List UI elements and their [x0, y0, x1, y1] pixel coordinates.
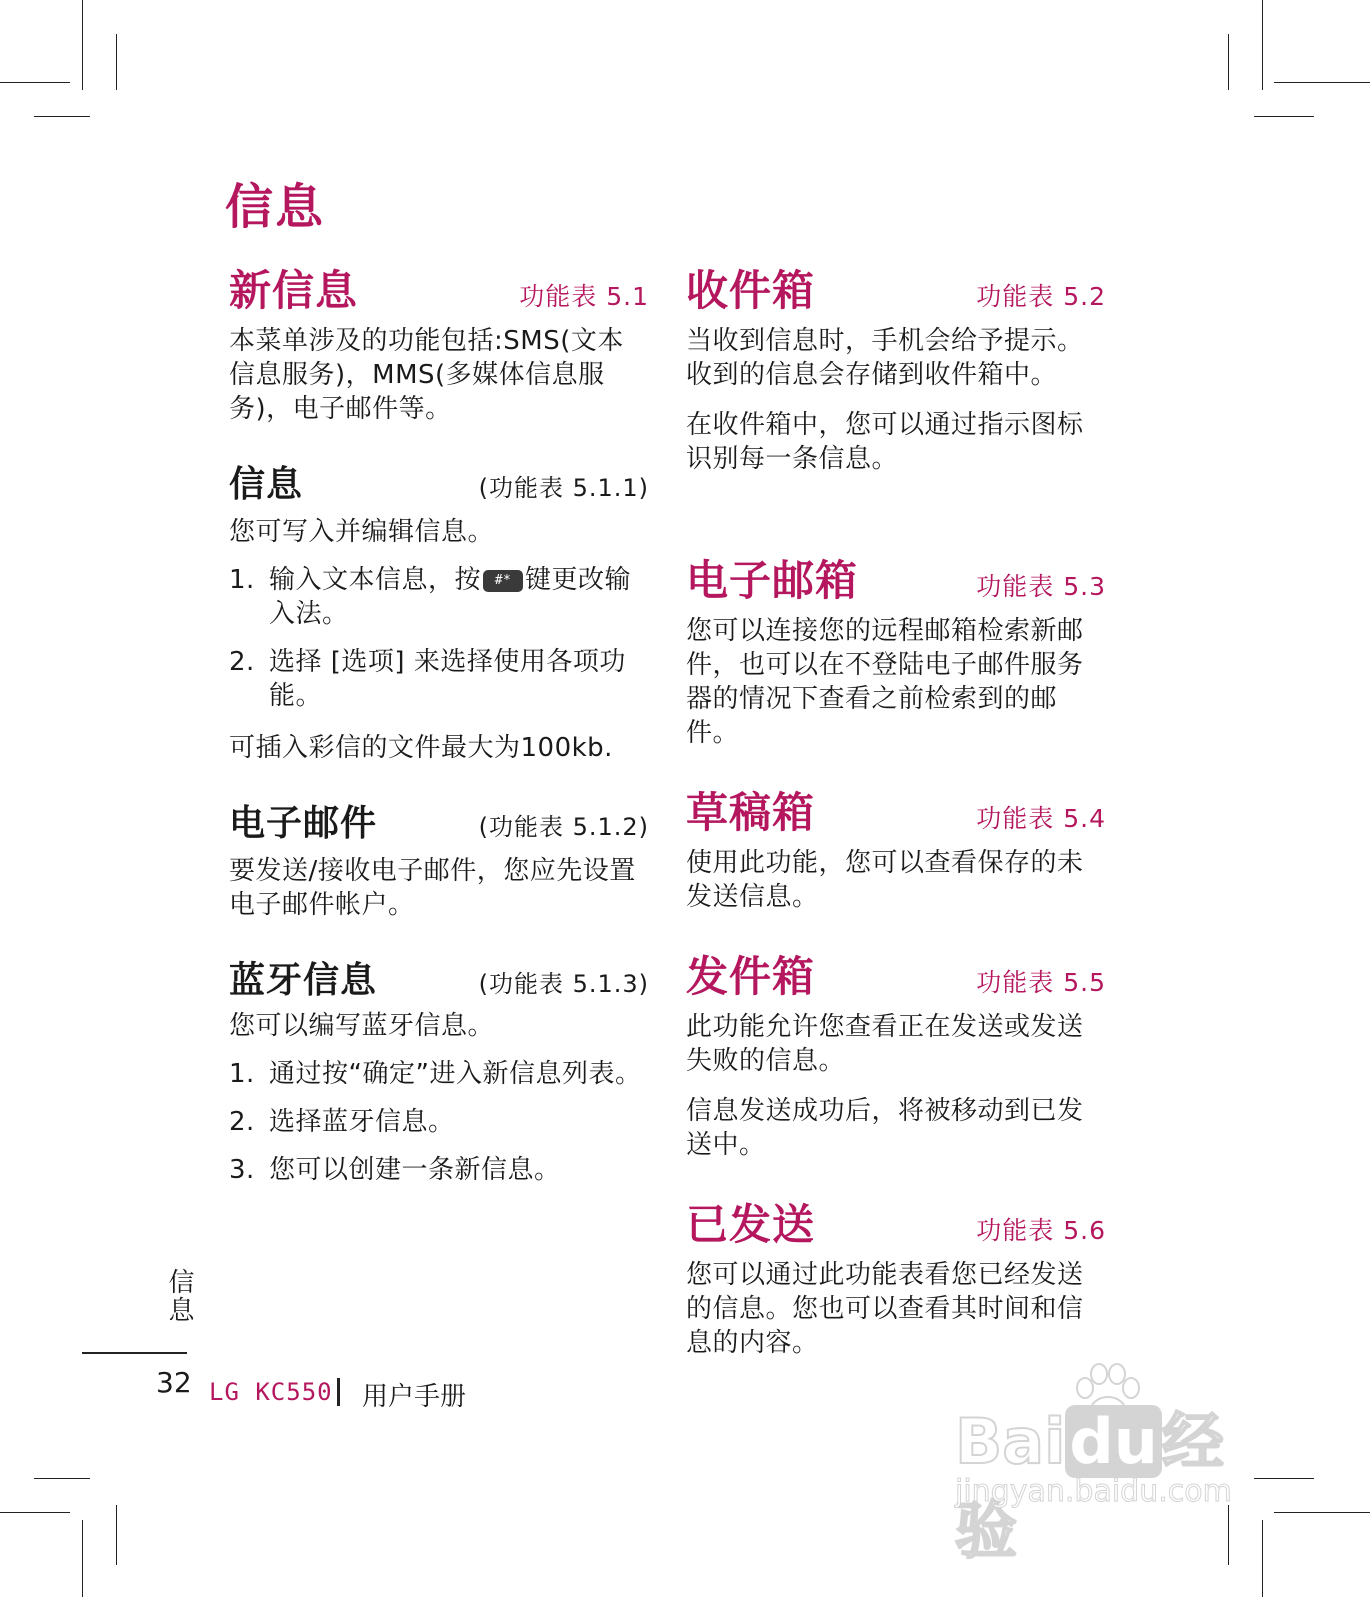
email-title: 电子邮件	[229, 803, 378, 844]
message-size-note: 可插入彩信的文件最大为100kb.	[229, 733, 613, 763]
new-message-body: 本菜单涉及的功能包括:SMS(文本信息服务)，MMS(多媒体信息服务)，电子邮件等。	[229, 326, 624, 424]
mailbox-menu-ref: 功能表 5.3	[976, 572, 1106, 601]
drafts-title: 草稿箱	[686, 788, 816, 837]
list-item	[229, 1153, 649, 1187]
crop-mark	[1254, 116, 1314, 117]
footer-model: LG KC550	[209, 1378, 333, 1406]
crop-mark	[34, 1478, 90, 1479]
watermark-url: jingyan.baidu.com	[955, 1474, 1232, 1509]
new-message-header	[229, 258, 649, 318]
bluetooth-title: 蓝牙信息	[229, 960, 378, 1001]
email-header	[229, 795, 649, 846]
message-menu-ref: (功能表 5.1.1)	[478, 474, 649, 502]
new-message-menu-ref: 功能表 5.1	[519, 282, 649, 311]
step-text: 选择蓝牙信息。	[269, 1107, 455, 1137]
message-header	[229, 456, 649, 507]
bluetooth-steps	[229, 1057, 649, 1187]
inbox-menu-ref: 功能表 5.2	[976, 282, 1106, 311]
outbox-header	[686, 944, 1106, 1004]
list-item	[229, 563, 649, 631]
email-body: 要发送/接收电子邮件，您应先设置电子邮件帐户。	[229, 856, 636, 920]
footer-divider	[82, 1352, 187, 1354]
side-chapter-tab: 信息	[164, 1268, 194, 1324]
footer-manual-label: 用户手册	[362, 1382, 467, 1412]
sent-header	[686, 1192, 1106, 1252]
mailbox-body: 您可以连接您的远程邮箱检索新邮件，也可以在不登陆电子邮件服务器的情况下查看之前检索到的邮件。	[686, 616, 1084, 748]
crop-mark	[82, 1520, 83, 1597]
sent-title: 已发送	[686, 1200, 816, 1249]
list-item	[229, 1105, 649, 1139]
step-number: 2.	[229, 647, 255, 677]
crop-mark	[1228, 34, 1229, 90]
drafts-header	[686, 780, 1106, 840]
mailbox-title: 电子邮箱	[686, 556, 859, 605]
inbox-body-2: 在收件箱中，您可以通过指示图标识别每一条信息。	[686, 410, 1084, 474]
step-text: 您可以创建一条新信息。	[269, 1155, 561, 1185]
sent-menu-ref: 功能表 5.6	[976, 1216, 1106, 1245]
page-title: 信息	[225, 179, 326, 235]
crop-mark	[34, 116, 90, 117]
right-column	[686, 258, 1106, 1360]
step-number: 1.	[229, 1059, 255, 1089]
crop-mark	[1262, 0, 1263, 90]
outbox-body-1: 此功能允许您查看正在发送或发送失败的信息。	[686, 1012, 1084, 1076]
step-text: 选择 [选项] 来选择使用各项功能。	[269, 647, 626, 711]
step-number: 1.	[229, 565, 255, 595]
crop-mark	[0, 82, 70, 83]
crop-mark	[1274, 82, 1370, 83]
page-number: 32	[156, 1366, 192, 1399]
inbox-body-1: 当收到信息时，手机会给予提示。收到的信息会存储到收件箱中。	[686, 326, 1084, 390]
outbox-menu-ref: 功能表 5.5	[976, 968, 1106, 997]
hash-star-key-icon: #*	[483, 570, 523, 592]
inbox-header	[686, 258, 1106, 318]
crop-mark	[116, 1505, 117, 1565]
email-menu-ref: (功能表 5.1.2)	[478, 813, 649, 841]
drafts-menu-ref: 功能表 5.4	[976, 804, 1106, 833]
message-title: 信息	[229, 464, 304, 505]
message-steps	[229, 563, 649, 713]
step-text: 通过按“确定”进入新信息列表。	[269, 1059, 642, 1089]
bluetooth-header	[229, 952, 649, 1003]
drafts-body: 使用此功能，您可以查看保存的未发送信息。	[686, 848, 1084, 912]
inbox-title: 收件箱	[686, 266, 816, 315]
step-text: 输入文本信息，按 #* 键更改输入法。	[269, 565, 632, 629]
outbox-title: 发件箱	[686, 952, 816, 1001]
crop-mark	[0, 1512, 70, 1513]
list-item	[229, 645, 649, 713]
bluetooth-intro: 您可以编写蓝牙信息。	[229, 1011, 495, 1041]
baidu-jingyan-watermark	[955, 1362, 1265, 1567]
message-intro: 您可写入并编辑信息。	[229, 517, 495, 547]
new-message-title: 新信息	[229, 266, 359, 315]
crop-mark	[82, 0, 83, 90]
crop-mark	[116, 34, 117, 90]
outbox-body-2: 信息发送成功后，将被移动到已发送中。	[686, 1096, 1084, 1160]
step-number: 2.	[229, 1107, 255, 1137]
step-number: 3.	[229, 1155, 255, 1185]
bluetooth-menu-ref: (功能表 5.1.3)	[478, 970, 649, 998]
mailbox-header	[686, 548, 1106, 608]
watermark-brand: Baidu经验	[955, 1405, 1224, 1567]
left-column	[229, 258, 649, 1187]
sent-body: 您可以通过此功能表看您已经发送的信息。您也可以查看其时间和信息的内容。	[686, 1260, 1084, 1358]
footer-separator	[337, 1378, 340, 1406]
list-item	[229, 1057, 649, 1091]
crop-mark	[1274, 1512, 1370, 1513]
